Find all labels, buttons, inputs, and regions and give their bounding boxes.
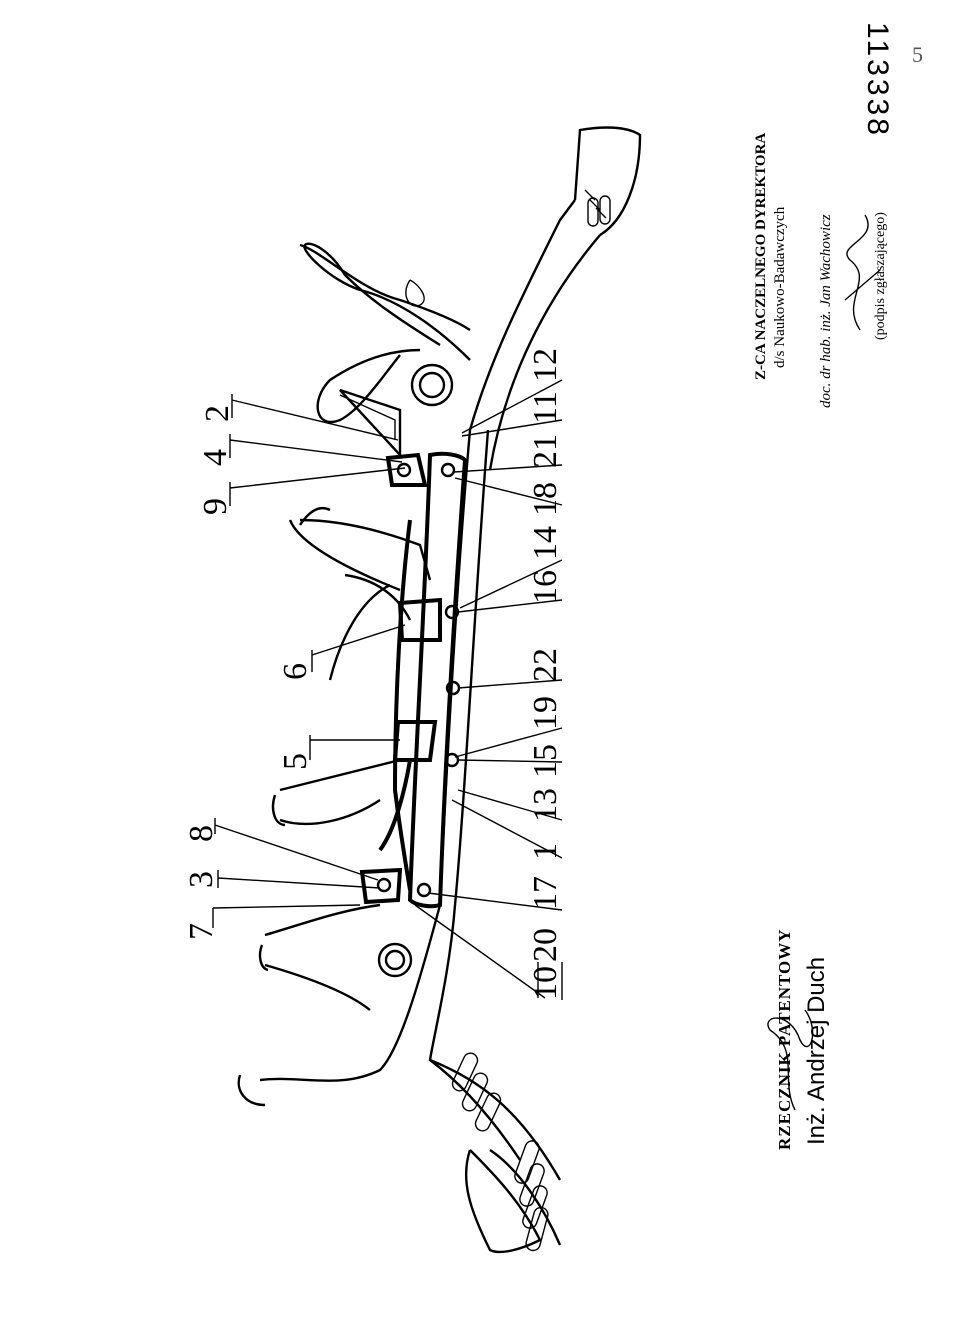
ref-7: 7 [183,923,220,940]
ref-18: 18 [527,482,564,516]
ref-19: 19 [527,696,564,730]
ref-13: 13 [527,788,564,822]
ref-6: 6 [277,663,314,680]
ref-8: 8 [183,825,220,842]
ref-22: 22 [527,648,564,682]
ref-16: 16 [527,570,564,604]
ref-14: 14 [527,526,564,560]
bar-assembly [362,454,465,906]
leader-lines [213,380,562,1000]
slots [450,1051,549,1252]
stamp-department: d/s Naukowo-Badawczych [772,206,788,368]
ref-11: 11 [527,391,564,424]
stamp-title: Z-CA NACZELNEGO DYREKTORA [753,132,769,380]
ref-15: 15 [527,744,564,778]
stamp-caption: (podpis zgłaszającego) [873,212,888,340]
ref-2: 2 [199,405,236,422]
ref-5: 5 [277,753,314,770]
ref-17: 17 [527,876,564,910]
ref-3: 3 [183,871,220,888]
stamp-office: RZECZNIK PATENTOWY [775,928,794,1150]
stamp-person: doc. dr hab. inż. Jan Wachowicz [818,214,834,408]
corner-mark: 5 [912,42,923,67]
ref-10: 10 [527,966,564,1000]
patent-attorney-stamp [768,928,830,1150]
ref-12: 12 [527,348,564,382]
ref-21: 21 [527,434,564,468]
document-number: 113338 [861,22,894,138]
stamp-name: Inż. Andrzej Duch [803,956,830,1145]
ref-20: 20 [527,928,564,962]
ref-4: 4 [197,449,234,466]
frame-outline [239,128,640,1253]
ref-1: 1 [527,843,564,860]
ref-9: 9 [197,498,234,515]
director-stamp [753,133,888,408]
